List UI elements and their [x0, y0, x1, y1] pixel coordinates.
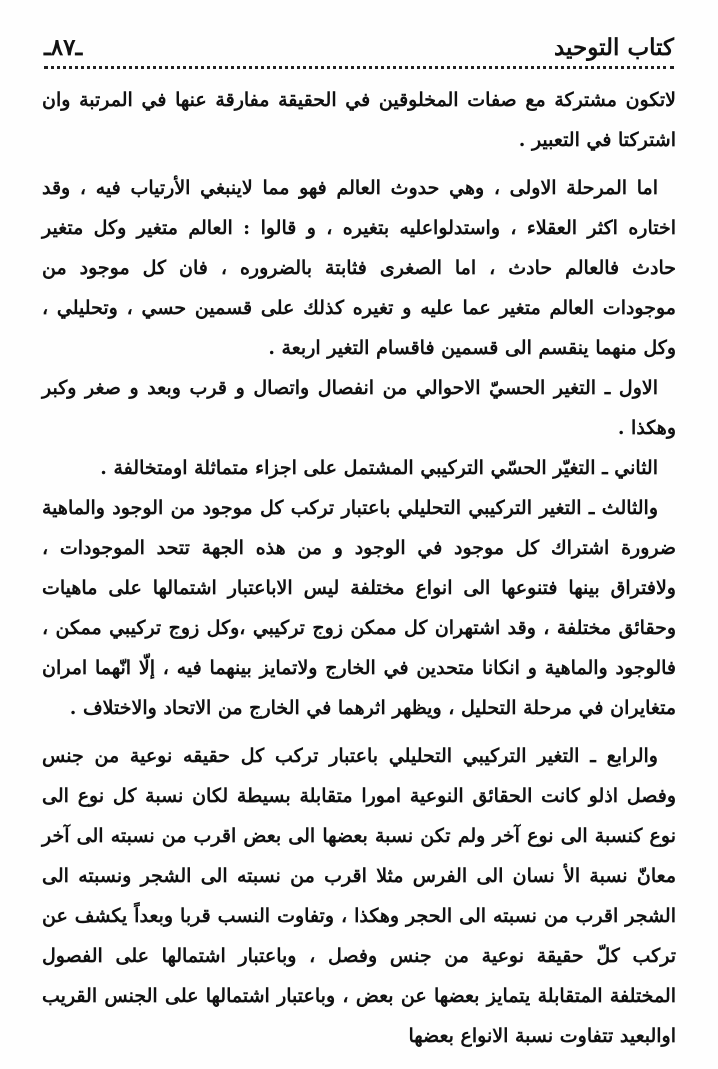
paragraph-fourth-type: والرابع ـ التغير التركيبي التحليلي باعتبار تركب كل حقيقه نوعية من جنس وفصل اذلو كانت الحقائق النوعية امورا متقابلة بسيطة لكان نسبة كل نوع الى نوع كنسبة الى نوع آخر ولم تكن نسبة بعضها الى بعض اقرب من نسبته الى آخر معانّ نسبة الأ نسان الى الفرس مثلا اقرب من نسبته الى الشجر ونسبته الى الشجر اقرب من نسبته الى الحجر وهكذا ، وتفاوت النسب قربا وبعداً يكشف عن تركب كلّ حقيقة نوعية من جنس وفصل ، وباعتبار اشتمالها على الفصول المختلفة المتقابلة يتمايز بعضها عن بعض ، وباعتبار اشتمالها على الجنس القريب اوالبعيد تتفاوت نسبة الانواع بعضها: [42, 745, 676, 1047]
paragraph-second-type: الثاني ـ التغيّر الحسّي التركيبي المشتمل على اجزاء متماثلة اومتخالفة .: [100, 457, 658, 479]
paragraph-first-stage: اما المرحلة الاولى ، وهي حدوث العالم فهو مما لاينبغي الأرتياب فيه ، وقد اختاره اكثر العقلاء ، واستدلواعليه بتغيره ، و قالوا : العالم متغير وكل متغير حادث فالعالم حادث ، اما الصغرى فثابتة بالضروره ، فان كل موجود من موجودات العالم متغير عما عليه و تغيره كذلك على قسمين حسي ، وتحليلي ، وكل منهما ينقسم الى قسمين فاقسام التغير اربعة .: [42, 177, 676, 359]
paragraph-continuation: لاتكون مشتركة مع صفات المخلوقين في الحقيقة مفارقة عنها في المرتبة وان اشتركتا في التعبير .: [42, 89, 676, 151]
page-header: [44, 26, 674, 66]
paragraph-first-type: الاول ـ التغير الحسيّ الاحوالي من انفصال واتصال و قرب وبعد و صغر وكبر وهكذا .: [42, 377, 676, 439]
book-title: كتاب التوحيد: [553, 34, 674, 61]
paragraph-third-type: والثالث ـ التغير التركيبي التحليلي باعتبار تركب كل موجود من الوجود والماهية ضرورة اشتراك كل موجود في الوجود و من هذه الجهة تتحد الموجودات ، ولافتراق بينها فتنوعها الى انواع مختلفة ليس الاباعتبار اشتمالها على ماهيات وحقائق مختلفة ، وقد اشتهران كل ممكن زوج تركيبي ،وكل زوج تركيبي ممكن ، فالوجود والماهية و انكانا متحدين في الخارج ولاتمايز بينهما فيه ، إلّا انّهما امران متغايران في مرحلة التحليل ، ويظهر اثرهما في الخارج من الاتحاد والاختلاف .: [42, 497, 676, 719]
page-number: ـ٨٧ـ: [44, 34, 83, 61]
page-body: [42, 80, 676, 1056]
header-divider: [44, 66, 674, 69]
